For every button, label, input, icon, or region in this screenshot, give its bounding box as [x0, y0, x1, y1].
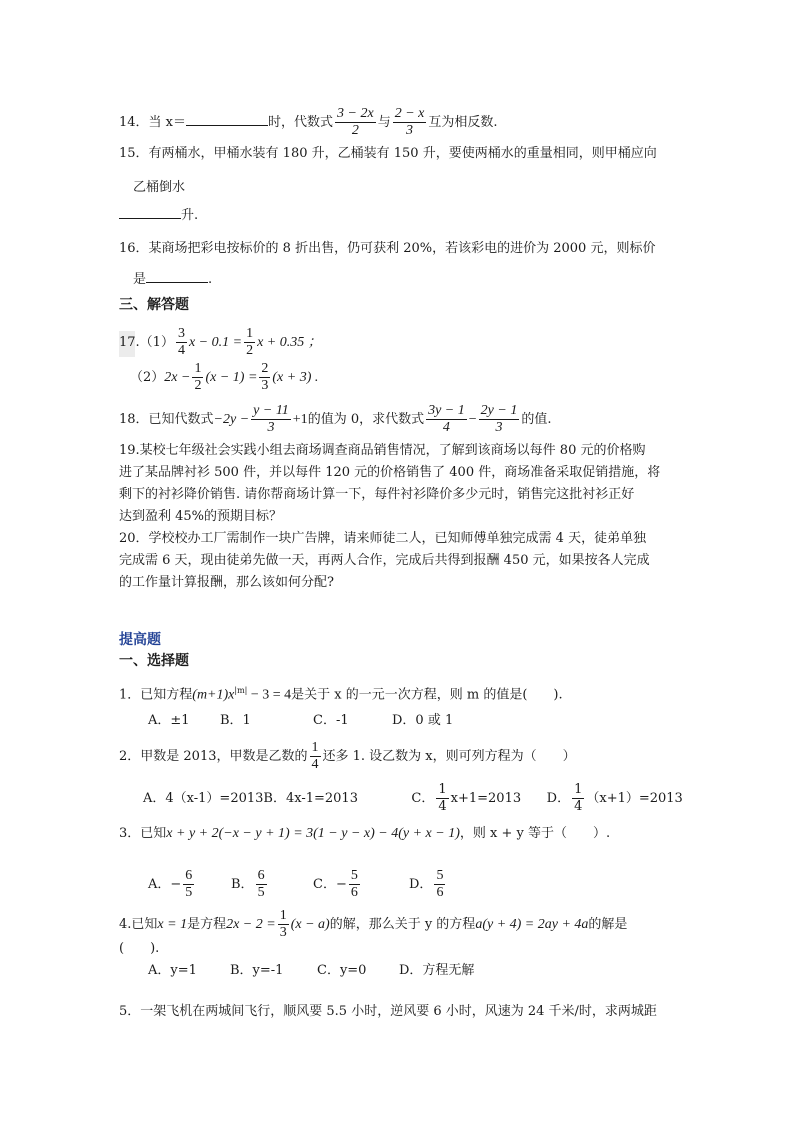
answer-blank — [186, 125, 268, 126]
c4-text: 的解是 — [588, 917, 628, 932]
c3-text: ，则 x + y 等于（ ）. — [459, 826, 611, 841]
q14-text: 与 — [377, 115, 391, 130]
q17-label: 17.（1） — [119, 335, 174, 350]
fraction: $\frac{y - 11}{3}$ — [253, 403, 289, 435]
option-c: C． — [411, 791, 435, 806]
math-expr: x + 0.35 ； — [257, 335, 322, 350]
option-b: B． $\frac{6}{5}$ — [231, 868, 265, 900]
fraction: $\frac{2y - 1}{3}$ — [480, 403, 518, 435]
q17-label: （2） — [130, 370, 165, 385]
choice-question-5: 5．一架飞机在两城间飞行，顺风要 5.5 小时，逆风要 6 小时，风速为 24 千米/时，求两城距 — [119, 1004, 657, 1019]
question-20-line: 的工作量计算报酬，那么该如何分配? — [119, 575, 334, 590]
fraction: $\frac{1}{4}$ — [438, 782, 447, 814]
q16-text: 是 — [133, 272, 147, 287]
fraction: $\frac{6}{5}$ — [257, 868, 265, 900]
c4-text: 的解，那么关于 y 的方程 — [329, 917, 476, 932]
math-expr: (x + 3) . — [272, 370, 319, 385]
q18-text: 的值. — [521, 412, 552, 427]
option-d: D． $\frac{5}{6}$ — [409, 868, 444, 900]
c4-options — [148, 962, 474, 980]
question-17-part2 — [130, 361, 318, 394]
math-expr: x = 1 — [157, 917, 188, 932]
question-14 — [119, 106, 498, 139]
fraction: $\frac{2}{3}$ — [261, 361, 269, 393]
c1-text: 1．已知方程 — [119, 687, 193, 703]
fraction: $\frac{6}{5}$ — [185, 868, 193, 900]
section-heading: 三、解答题 — [119, 297, 189, 313]
option-c-text: x+1=2013 — [450, 791, 522, 806]
choice-question-1 — [119, 682, 563, 704]
c3-text: 3．已知 — [119, 826, 167, 841]
question-16-line2 — [133, 271, 212, 289]
choice-question-3 — [119, 825, 610, 843]
math-expr: −2y − — [213, 412, 250, 427]
question-15-line3 — [119, 207, 198, 225]
option-c: C．− $\frac{5}{6}$ — [313, 868, 358, 900]
fraction: $\frac{1}{2}$ — [194, 361, 202, 393]
c1-options — [148, 712, 453, 730]
c4-line2: ( ). — [119, 941, 160, 956]
question-15-line2: 乙桶倒水 — [133, 180, 186, 195]
option-d-text: （x+1）=2013 — [586, 791, 683, 806]
option-b: B．4x-1=2013 — [263, 791, 358, 806]
choice-question-2 — [119, 740, 576, 773]
c2-text: 2．甲数是 2013，甲数是乙数的 — [119, 749, 308, 764]
c3-options — [148, 868, 447, 901]
fraction: $\frac{3y - 1}{4}$ — [428, 403, 465, 435]
question-19-line: 进了某品牌衬衫 500 件，并以每件 120 元的价格销售了 400 件，商场准备采取促销措施，将 — [119, 465, 661, 480]
choice-question-4 — [119, 908, 627, 941]
option-a: A．4（x-1）=2013 — [143, 791, 264, 806]
option-a: A．y=1 — [148, 963, 197, 978]
math-expr: (x − 1) = — [205, 370, 258, 385]
option-c: C．y=0 — [317, 963, 367, 978]
math-expr: − — [468, 412, 477, 427]
math-expr: a(y + 4) = 2ay + 4a — [475, 917, 589, 932]
answer-blank — [119, 218, 181, 219]
question-19-line: 达到盈利 45%的预期目标？ — [119, 509, 283, 524]
question-16-line1: 16．某商场把彩电按标价的 8 折出售，仍可获利 20%，若该彩电的进价为 2000 元，则标价 — [119, 241, 656, 256]
fraction: $\frac{5}{6}$ — [350, 868, 358, 900]
fraction: $\frac{1}{2}$ — [246, 326, 254, 358]
question-17-part1 — [119, 326, 322, 359]
q16-text: . — [208, 272, 213, 287]
advanced-title: 提高题 — [119, 632, 161, 648]
math-expr: 2x − 2 = — [226, 917, 276, 932]
fraction: $\frac{1}{4}$ — [311, 740, 319, 772]
question-18 — [119, 403, 551, 436]
q18-text: 18．已知代数式 — [119, 412, 214, 427]
option-d: D．0 或 1 — [392, 713, 454, 728]
question-19-line: 19.某校七年级社会实践小组去商场调查商品销售情况，了解到该商场以每件 80 元的价格购 — [119, 443, 646, 458]
question-19-line: 剩下的衬衫降价销售. 请你帮商场计算一下，每件衬衫降价多少元时，销售完这批衬衫正好 — [119, 487, 635, 502]
math-expr: (x − a) — [290, 917, 330, 932]
option-a: A．− $\frac{6}{5}$ — [148, 868, 193, 900]
option-a: A．±1 — [148, 713, 190, 728]
section-heading: 一、选择题 — [119, 653, 189, 669]
fraction: $\frac{1}{4}$ — [574, 782, 583, 814]
math-expr: +1 — [292, 412, 308, 427]
question-20-line: 20．学校校办工厂需制作一块广告牌，请来师徒二人，已知师傅单独完成需 4 天，徒弟单独 — [119, 531, 647, 546]
fraction: $\frac{1}{3}$ — [279, 908, 287, 940]
c2-text: 还多 1. 设乙数为 x，则可列方程为（ ） — [322, 749, 576, 764]
math-expr: 2x − — [164, 370, 191, 385]
math-expr: (m+1)x — [192, 687, 235, 703]
fraction: $\frac{5}{6}$ — [436, 868, 444, 900]
q14-prefix: 14．当 x＝ — [119, 115, 187, 130]
c2-options — [143, 782, 683, 815]
fraction: $\frac{3 - 2x}{2}$ — [337, 106, 374, 138]
q14-text: 互为相反数. — [428, 115, 498, 130]
c1-text: 是关于 x 的一元一次方程，则 m 的值是( ). — [291, 687, 563, 703]
q15-unit: 升. — [181, 208, 199, 223]
c4-text: 4.已知 — [119, 917, 158, 932]
fraction: $\frac{2 - x}{3}$ — [394, 106, 425, 138]
q18-text: 的值为 0，求代数式 — [307, 412, 425, 427]
option-d: D． — [546, 791, 571, 806]
option-b: B．1 — [220, 713, 251, 728]
math-expr: − 3 = 4 — [247, 687, 292, 703]
option-c: C．-1 — [313, 713, 349, 728]
c4-text: 是方程 — [187, 917, 227, 932]
question-20-line: 完成需 6 天，现由徒弟先做一天，再两人合作，完成后共得到报酬 450 元，如果按各人完成 — [119, 553, 650, 568]
math-expr: x + y + 2(−x − y + 1) = 3(1 − y − x) − 4(y + x − 1) — [166, 826, 460, 841]
fraction: $\frac{3}{4}$ — [177, 326, 185, 358]
math-superscript: |m| — [234, 686, 248, 695]
option-b: B．y=-1 — [230, 963, 284, 978]
q14-text: 时，代数式 — [268, 115, 334, 130]
option-d: D．方程无解 — [399, 963, 475, 978]
answer-blank — [146, 282, 208, 283]
question-15-line1: 15．有两桶水，甲桶水装有 180 升，乙桶装有 150 升，要使两桶水的重量相同，则甲桶应向 — [119, 146, 657, 161]
math-expr: x − 0.1 = — [188, 335, 243, 350]
